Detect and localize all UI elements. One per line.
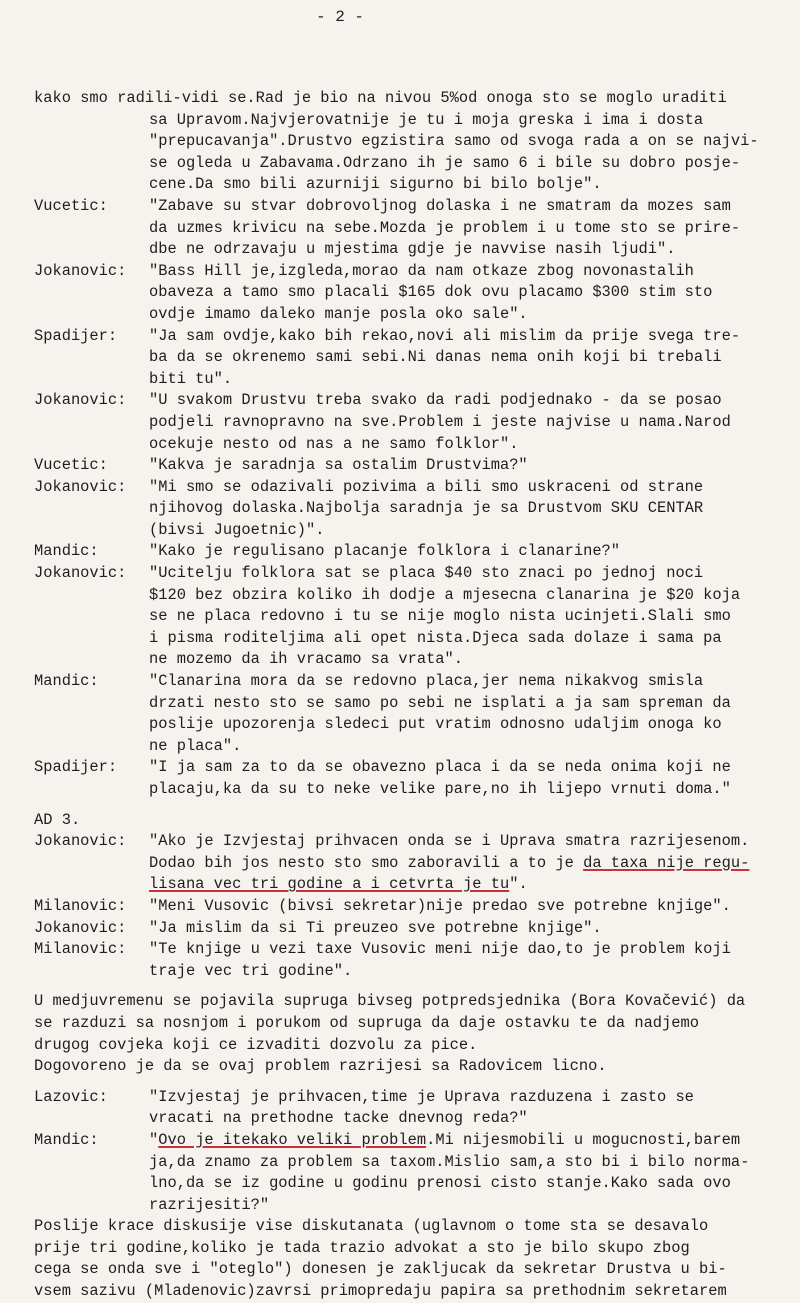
text-run: razrijesiti?" [149, 1195, 270, 1214]
speaker-name: Vucetic: [34, 196, 108, 215]
text-run: "Kako je regulisano placanje folklora i clanarine?" [149, 542, 621, 561]
text-line [34, 88, 796, 110]
speaker-name: Mandic: [34, 672, 99, 691]
text-run: "Ja mislim da si Ti preuzeo sve potrebne knjige". [149, 918, 602, 937]
speaker-entry [34, 477, 796, 542]
entry-text [149, 896, 796, 918]
text-line [149, 649, 796, 671]
text-line [149, 261, 796, 283]
entry-text [149, 757, 796, 800]
entry-text [149, 671, 796, 757]
text-line [149, 736, 796, 758]
text-run: ". [509, 875, 528, 894]
text-run: "Ako je Izvjestaj prihvacen onda se i Uprava smatra razrijesenom. [149, 832, 750, 851]
speaker-name: Jokanovic: [34, 477, 127, 496]
text-run: i pisma roditeljima ali opet nista.Djeca sada dolaze i sama pa [149, 628, 722, 647]
text-line [149, 520, 796, 542]
text-run: da uzmes krivicu na sebe.Mozda je problem i u tome sto se prire- [149, 218, 741, 237]
text-run: " [149, 1130, 159, 1149]
text-run: "Te knjige u vezi taxe Vusovic meni nije dao,to je problem koji [149, 940, 731, 959]
section-gap [34, 982, 796, 991]
speaker-entry [34, 831, 796, 896]
text-line [149, 671, 796, 693]
speaker-entry [34, 390, 796, 455]
text-run: sa Upravom.Najvjerovatnije je tu i moja greska i ima i dosta [149, 110, 704, 129]
text-line [149, 1152, 796, 1174]
text-run: (bivsi Jugoetnic)". [149, 520, 325, 539]
text-line [149, 347, 796, 369]
text-line [149, 853, 796, 875]
text-run: "Kakva je saradnja sa ostalim Drustvima?" [149, 456, 528, 475]
text-run: Dodao bih jos nesto sto smo zaboravili a to je [149, 853, 584, 872]
speaker-entry [34, 939, 796, 982]
text-line [149, 896, 796, 918]
speaker-entry [34, 326, 796, 391]
text-run: ja,da znamo za problem sa taxom.Mislio sam,a sto bi i bilo norma- [149, 1152, 750, 1171]
text-run: drugog covjeka koji ce izvaditi dozvolu za pice. [34, 1035, 478, 1054]
text-run: "Meni Vusovic (bivsi sekretar)nije predao sve potrebne knjige". [149, 896, 731, 915]
text-line [149, 1087, 796, 1109]
paragraph [34, 991, 796, 1077]
paragraph [34, 88, 796, 110]
section-gap [34, 801, 796, 810]
text-run: ne mozemo da ih vracamo sa vrata". [149, 650, 464, 669]
section-heading: AD 3. [34, 810, 81, 829]
text-run: ovdje imamo daleko manje posla oko sale". [149, 304, 528, 323]
entry-text [149, 831, 796, 896]
text-run: podjeli ravnopravno na sve.Problem i jeste najvise u nama.Narod [149, 412, 731, 431]
text-run: vracati na prethodne tacke dnevnog reda?" [149, 1109, 528, 1128]
entry-text [149, 455, 796, 477]
text-line [149, 239, 796, 261]
text-run: kako smo radili-vidi se.Rad je bio na nivou 5%od onoga sto se moglo uraditi [34, 89, 727, 107]
speaker-entry [34, 757, 796, 800]
underlined-phrase: Ovo je itekako veliki problem [158, 1130, 427, 1149]
speaker-name: Lazovic: [34, 1087, 108, 1106]
entry-text [34, 1216, 796, 1302]
text-line [149, 110, 796, 132]
text-run: cega se onda sve i "oteglo") donesen je zakljucak da sekretar Drustva u bi- [34, 1260, 727, 1279]
text-run: vsem sazivu (Mladenovic)zavrsi primopredaju papira sa prethodnim sekretarem [34, 1282, 727, 1301]
underlined-phrase: lisana vec tri godine a i cetvrta je tu [149, 875, 510, 894]
text-run: Poslije krace diskusije vise diskutanata (uglavnom o tome sta se desavalo [34, 1217, 709, 1236]
text-run: se ne placa redovno i tu se nije moglo nista ucinjeti.Slali smo [149, 607, 731, 626]
speaker-entry [34, 261, 796, 326]
speaker-name: Mandic: [34, 542, 99, 561]
text-line [149, 131, 796, 153]
text-run: "Ucitelju folklora sat se placa $40 sto znaci po jednoj noci [149, 564, 704, 583]
entry-text [149, 918, 796, 940]
text-line [149, 585, 796, 607]
text-line [149, 1130, 796, 1152]
text-run: ocekuje nesto od nas a ne samo folklor". [149, 434, 519, 453]
text-line [149, 304, 796, 326]
text-run: "Clanarina mora da se redovno placa,jer nema nikakvog smisla [149, 672, 704, 691]
paragraph [34, 1216, 796, 1302]
text-line [149, 779, 796, 801]
text-line [149, 326, 796, 348]
text-line [149, 961, 796, 983]
minutes-body [34, 88, 796, 1303]
text-run: "I ja sam za to da se obavezno placa i da se neda onima koji ne [149, 758, 731, 777]
text-run: U medjuvremenu se pojavila supruga bivseg potpredsjednika (Bora Kovačević) da [34, 992, 746, 1011]
text-line [149, 757, 796, 779]
text-line [149, 874, 796, 896]
entry-text [149, 390, 796, 455]
speaker-name: Milanovic: [34, 896, 127, 915]
text-run: ba da se okrenemo sami sebi.Ni danas nema onih koji bi trebali [149, 348, 722, 367]
text-line [149, 218, 796, 240]
entry-text [149, 1087, 796, 1130]
text-line [34, 1238, 796, 1260]
text-line [34, 1013, 796, 1035]
text-line [149, 282, 796, 304]
speaker-entry [34, 1087, 796, 1130]
text-line [149, 498, 796, 520]
entry-text [149, 261, 796, 326]
speaker-name: Spadijer: [34, 758, 118, 777]
speaker-name: Jokanovic: [34, 564, 127, 583]
underlined-phrase: da taxa nije regu- [583, 853, 750, 872]
text-line [149, 693, 796, 715]
text-line [149, 174, 796, 196]
speaker-name: Jokanovic: [34, 832, 127, 851]
entry-text [80, 810, 796, 832]
text-line [149, 196, 796, 218]
text-line [149, 1195, 796, 1217]
text-run: "prepucavanja".Drustvo egzistira samo od svoga rada a on se najvi- [149, 132, 759, 151]
speaker-name: Milanovic: [34, 940, 127, 959]
text-line [34, 1281, 796, 1303]
text-line [149, 369, 796, 391]
entry-text [149, 939, 796, 982]
text-run: biti tu". [149, 369, 233, 388]
text-line [149, 153, 796, 175]
entry-text [149, 196, 796, 261]
text-line [34, 1259, 796, 1281]
entry-text [149, 477, 796, 542]
text-line [149, 1108, 796, 1130]
entry-text [34, 88, 796, 110]
speaker-entry [34, 196, 796, 261]
text-run: dbe ne odrzavaju u mjestima gdje je navvise nasih ljudi". [149, 240, 676, 259]
text-run: traje vec tri godine". [149, 961, 353, 980]
text-run: .Mi nijesmobili u mogucnosti,barem [426, 1130, 741, 1149]
speaker-name: Mandic: [34, 1130, 99, 1149]
paragraph [34, 110, 796, 196]
text-run: "Mi smo se odazivali pozivima a bili smo uskraceni od strane [149, 477, 704, 496]
entry-text [149, 326, 796, 391]
text-line [149, 1173, 796, 1195]
text-run: se razduzi sa nosnjom i porukom od supruga da daje ostavku te da nadjemo [34, 1013, 699, 1032]
text-line [34, 991, 796, 1013]
entry-text [149, 563, 796, 671]
text-run: prije tri godine,koliko je tada trazio advokat a sto je bilo skupo zbog [34, 1238, 690, 1257]
section-gap [34, 1078, 796, 1087]
speaker-name: Vucetic: [34, 456, 108, 475]
text-line [149, 628, 796, 650]
text-run: njihovog dolaska.Najbolja saradnja je sa Drustvom SKU CENTAR [149, 499, 704, 518]
text-run: Dogovoreno je da se ovaj problem razrijesi sa Radovicem licno. [34, 1057, 607, 1076]
text-run: "U svakom Drustvu treba svako da radi podjednako - da se posao [149, 391, 722, 410]
text-line [149, 455, 796, 477]
text-line [149, 939, 796, 961]
text-line [149, 477, 796, 499]
text-line [149, 390, 796, 412]
text-run: "Zabave su stvar dobrovoljnog dolaska i ne smatram da mozes sam [149, 196, 731, 215]
text-line [149, 434, 796, 456]
speaker-entry [34, 810, 796, 832]
text-line [149, 606, 796, 628]
speaker-entry [34, 1130, 796, 1216]
text-run: "Bass Hill je,izgleda,morao da nam otkaze zbog novonastalih [149, 261, 694, 280]
speaker-name: Jokanovic: [34, 918, 127, 937]
text-run: "Ja sam ovdje,kako bih rekao,novi ali mislim da prije svega tre- [149, 326, 741, 345]
text-line [34, 1056, 796, 1078]
text-line [149, 541, 796, 563]
speaker-entry [34, 541, 796, 563]
entry-text [149, 1130, 796, 1216]
speaker-name: Spadijer: [34, 326, 118, 345]
text-run: lno,da se iz godine u godinu prenosi cisto stanje.Kako sada ovo [149, 1174, 731, 1193]
text-line [149, 563, 796, 585]
text-run: cene.Da smo bili azurniji sigurno bi bilo bolje". [149, 175, 602, 194]
text-run: poslije upozorenja sledeci put vratim odnosno udaljim onoga ko [149, 715, 722, 734]
entry-text [149, 110, 796, 196]
entry-text [34, 991, 796, 1077]
text-run: se ogleda u Zabavama.Odrzano ih je samo 6 i bile su dobro posje- [149, 153, 741, 172]
text-line [149, 714, 796, 736]
speaker-entry [34, 918, 796, 940]
speaker-entry [34, 671, 796, 757]
text-run: obaveza a tamo smo placali $165 dok ovu placamo $300 stim sto [149, 283, 713, 302]
text-run: placaju,ka da su to neke velike pare,no ih lijepo vrnuti doma." [149, 780, 731, 798]
text-line [149, 831, 796, 853]
text-line [34, 1035, 796, 1057]
entry-text [149, 541, 796, 563]
text-line [149, 412, 796, 434]
speaker-entry [34, 563, 796, 671]
speaker-name: Jokanovic: [34, 261, 127, 280]
speaker-entry [34, 896, 796, 918]
text-line [34, 1216, 796, 1238]
text-run: ne placa". [149, 736, 242, 755]
text-run: "Izvjestaj je prihvacen,time je Uprava razduzena i zasto se [149, 1087, 694, 1106]
speaker-entry [34, 455, 796, 477]
text-run: $120 bez obzira koliko ih dodje a mjesecna clanarina je $20 koja [149, 585, 741, 604]
text-line [149, 918, 796, 940]
text-run: drzati nesto sto se samo po sebi ne isplati a ja sam spreman da [149, 693, 731, 712]
page-number: - 2 - [315, 8, 364, 26]
speaker-name: Jokanovic: [34, 391, 127, 410]
